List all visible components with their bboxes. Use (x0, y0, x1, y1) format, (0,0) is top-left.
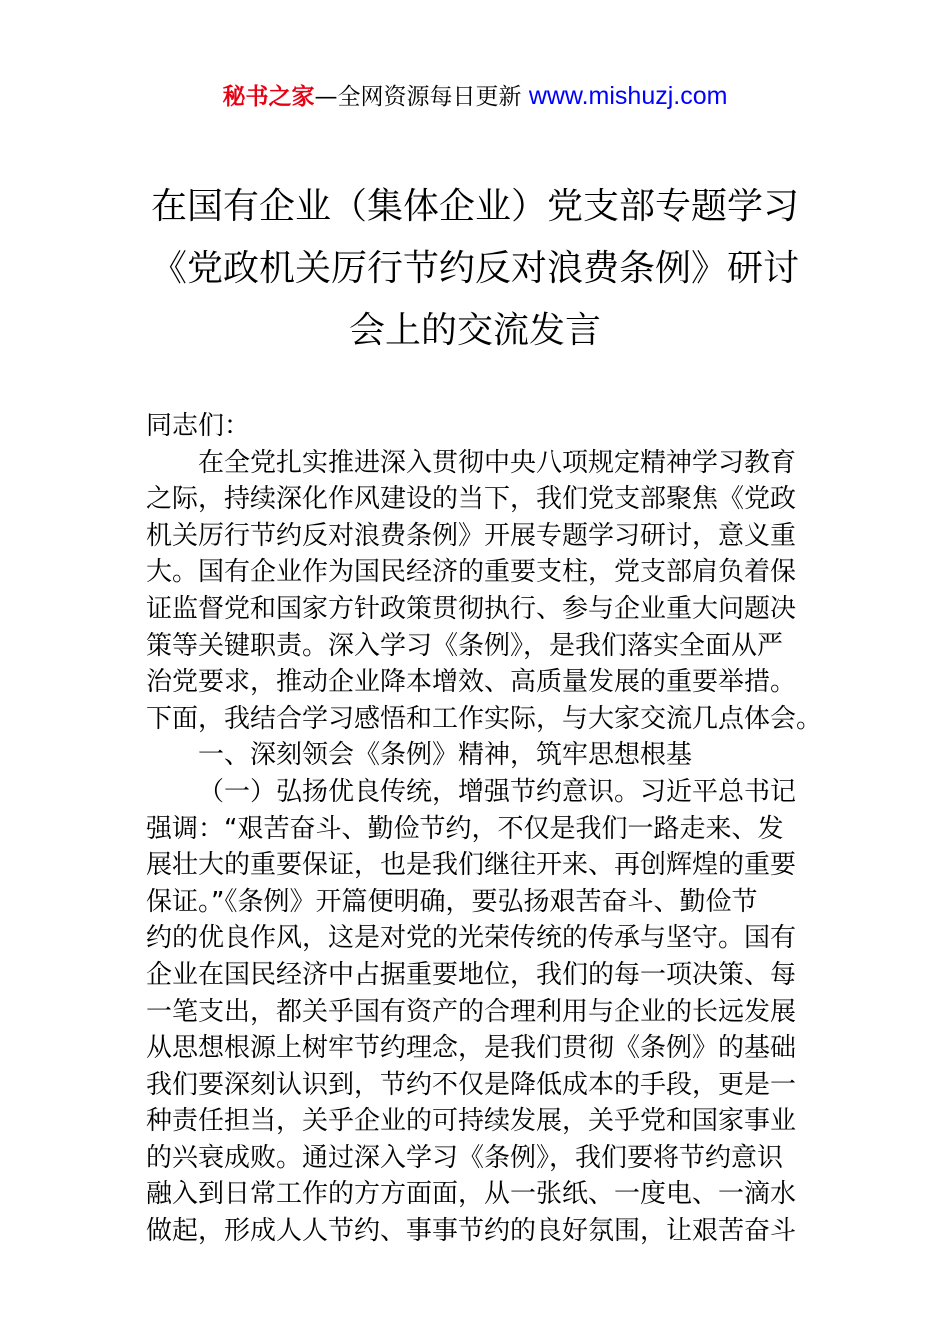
body-line: 机关厉行节约反对浪费条例》开展专题学习研讨，意义重 (146, 520, 797, 551)
title-line: 会上的交流发言 (348, 310, 601, 351)
body-line: 的兴衰成败。通过深入学习《条例》，我们要将节约意识 (146, 1142, 784, 1173)
title-line: 在国有企业（集体企业）党支部专题学习 (150, 186, 799, 227)
body-line: 企业在国民经济中占据重要地位，我们的每一项决策、每 (146, 959, 797, 990)
body-line: 证监督党和国家方针政策贯彻执行、参与企业重大问题决 (146, 593, 797, 624)
body-line: 保证。”《条例》开篇便明确，要弘扬艰苦奋斗、勤俭节 (146, 886, 758, 917)
body-line: 治党要求，推动企业降本增效、高质量发展的重要举措。 (146, 667, 797, 698)
section-heading: 一、深刻领会《条例》精神，筑牢思想根基 (198, 740, 693, 771)
title-line: 《党政机关厉行节约反对浪费条例》研讨 (150, 248, 799, 289)
body-line: 强调：“艰苦奋斗、勤俭节约，不仅是我们一路走来、发 (146, 813, 784, 844)
body-line: 之际，持续深化作风建设的当下，我们党支部聚焦《党政 (146, 484, 797, 515)
body-line: 展壮大的重要保证，也是我们继往开来、再创辉煌的重要 (146, 850, 797, 881)
body-line: 我们要深刻认识到，节约不仅是降低成本的手段，更是一 (146, 1069, 797, 1100)
document-body (146, 408, 823, 1250)
body-line: 下面，我结合学习感悟和工作实际，与大家交流几点体会。 (146, 703, 823, 734)
body-line: 一笔支出，都关乎国有资产的合理利用与企业的长远发展 (146, 996, 797, 1027)
body-line: 做起，形成人人节约、事事节约的良好氛围，让艰苦奋斗 (146, 1216, 797, 1247)
body-line: 大。国有企业作为国民经济的重要支柱，党支部肩负着保 (146, 557, 797, 588)
site-header (0, 78, 950, 115)
site-slogan: —全网资源每日更新 (314, 84, 522, 110)
body-line: 约的优良作风，这是对党的光荣传统的传承与坚守。国有 (146, 923, 797, 954)
salutation: 同志们： (146, 411, 251, 441)
body-line: 在全党扎实推进深入贯彻中央八项规定精神学习教育 (198, 447, 797, 478)
body-line: 策等关键职责。深入学习《条例》，是我们落实全面从严 (146, 630, 784, 661)
body-line: 种责任担当，关乎企业的可持续发展，关乎党和国家事业 (146, 1106, 797, 1137)
site-brand: 秘书之家 (222, 84, 315, 110)
body-line: 融入到日常工作的方方面面，从一张纸、一度电、一滴水 (146, 1179, 797, 1210)
site-url-link[interactable]: www.mishuzj.com (528, 82, 728, 110)
document-title (120, 176, 830, 362)
body-line: 从思想根源上树牢节约理念，是我们贯彻《条例》的基础 (146, 1033, 797, 1064)
subsection-heading-line: （一）弘扬优良传统，增强节约意识。习近平总书记 (198, 776, 797, 807)
